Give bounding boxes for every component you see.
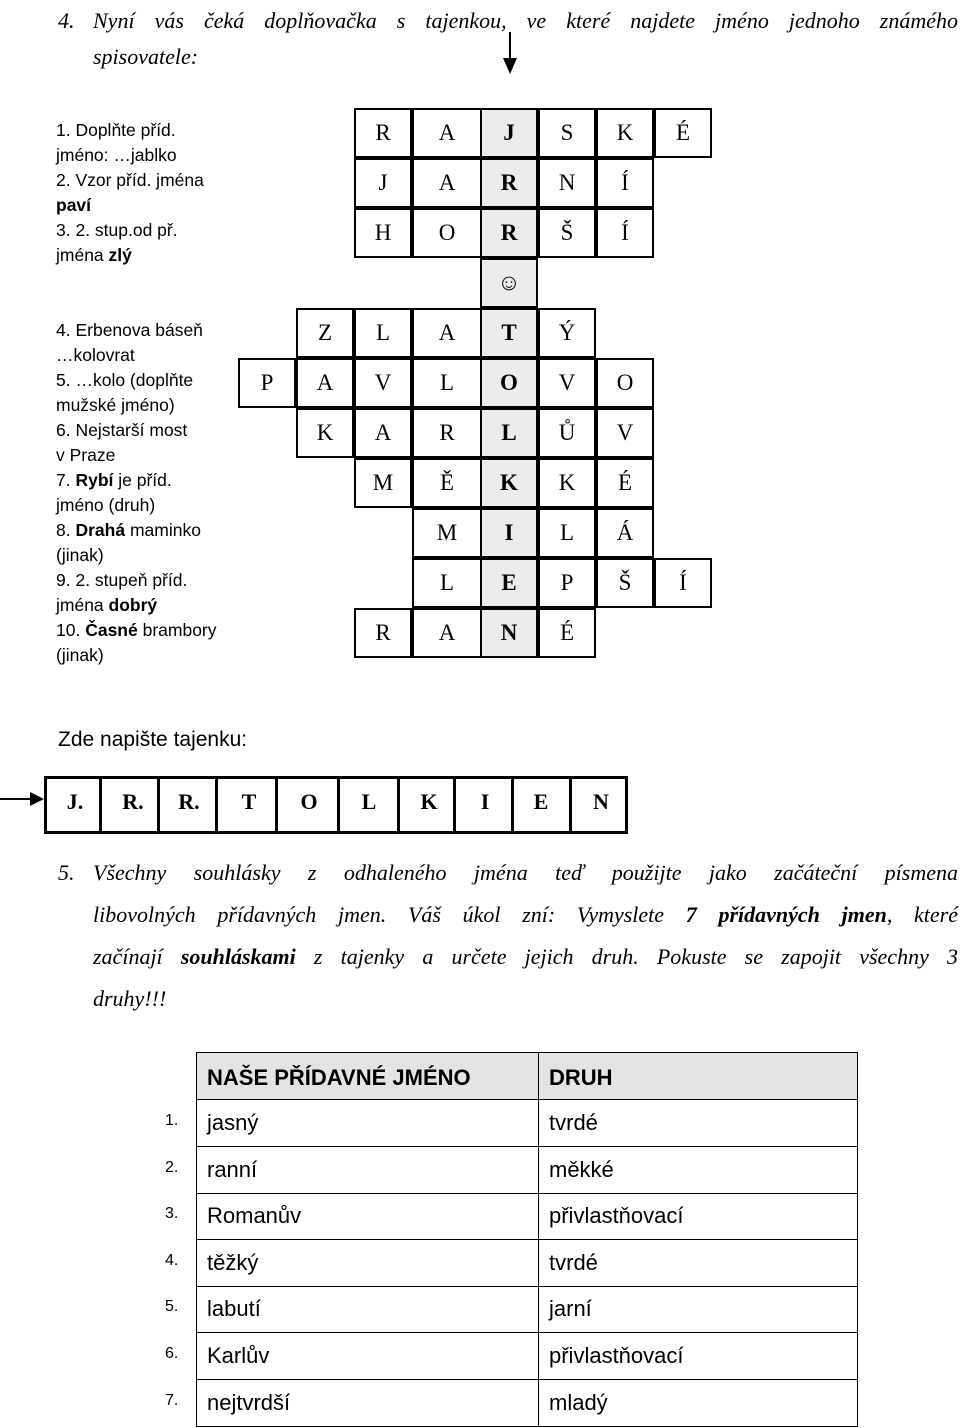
crossword-cell[interactable]: É — [538, 608, 596, 658]
task5-line: začínají souhláskami z tajenky a určete jejich druh. Pokuste se zapojit všechny 3 — [93, 944, 958, 969]
crossword-cell[interactable]: S — [538, 108, 596, 158]
crossword-cell[interactable]: N — [538, 158, 596, 208]
crossword-key-cell[interactable]: L — [480, 408, 538, 458]
task4-line2: spisovatele: — [93, 44, 199, 69]
row-number: 4. — [165, 1251, 179, 1269]
crossword-cell[interactable]: Í — [596, 208, 654, 258]
crossword-cell[interactable]: O — [412, 208, 482, 258]
crossword-key-cell[interactable]: E — [480, 558, 538, 608]
crossword-cell[interactable]: Ů — [538, 408, 596, 458]
crossword-key-cell[interactable]: O — [480, 358, 538, 408]
clue-9: 9. 2. stupeň příd. jména dobrý — [56, 570, 188, 615]
crossword-cell[interactable]: V — [354, 358, 412, 408]
table-row — [165, 1333, 858, 1380]
answer-divider — [511, 779, 514, 831]
crossword-cell[interactable]: M — [354, 458, 412, 508]
clue-3: 3. 2. stup.od př. jména zlý — [56, 220, 178, 265]
table-row — [165, 1100, 858, 1147]
crossword-key-cell[interactable]: T — [480, 308, 538, 358]
crossword-cell[interactable]: V — [538, 358, 596, 408]
right-arrow-icon — [0, 790, 44, 808]
crossword-cell[interactable]: K — [538, 458, 596, 508]
adjective-cell[interactable]: Karlův — [207, 1343, 270, 1368]
adjective-cell[interactable]: Romanův — [207, 1203, 302, 1229]
task4-number: 4. — [58, 8, 75, 33]
type-cell[interactable]: tvrdé — [549, 1249, 598, 1275]
clue-2: 2. Vzor příd. jména paví — [56, 170, 204, 215]
answer-letter: L — [361, 789, 377, 814]
answer-letter: J. — [66, 789, 84, 814]
clue-4: 4. Erbenova báseň …kolovrat — [56, 320, 203, 365]
adjective-cell[interactable]: těžký — [207, 1249, 259, 1275]
table-row — [165, 1147, 858, 1194]
answer-letter: T — [241, 789, 257, 814]
crossword-cell[interactable]: L — [354, 308, 412, 358]
crossword-cell[interactable]: Ě — [412, 458, 482, 508]
crossword-cell[interactable]: L — [538, 508, 596, 558]
table-row — [165, 1380, 858, 1427]
crossword-key-cell[interactable]: R — [480, 158, 538, 208]
crossword-cell[interactable]: K — [296, 408, 354, 458]
crossword-cell[interactable]: Ý — [538, 308, 596, 358]
row-number: 6. — [165, 1345, 179, 1362]
type-cell[interactable]: přivlastňovací — [549, 1203, 684, 1229]
answer-box[interactable] — [44, 776, 628, 834]
crossword-key-cell[interactable]: I — [480, 508, 538, 558]
crossword-key-cell[interactable]: N — [480, 608, 538, 658]
answer-divider — [397, 779, 400, 831]
answer-divider — [275, 779, 278, 831]
adjective-cell[interactable]: nejtvrdší — [207, 1389, 291, 1415]
crossword-cell[interactable]: Z — [296, 308, 354, 358]
crossword-cell[interactable]: O — [596, 358, 654, 408]
answer-letter: O — [300, 789, 318, 814]
type-cell[interactable]: tvrdé — [549, 1110, 598, 1135]
crossword-cell[interactable]: R — [354, 608, 412, 658]
crossword-cell[interactable]: P — [238, 358, 296, 408]
answer-divider — [99, 779, 102, 831]
header-type: DRUH — [549, 1065, 613, 1090]
type-cell[interactable]: přivlastňovací — [549, 1343, 684, 1368]
answer-divider — [157, 779, 160, 831]
clue-6: 6. Nejstarší most v Praze — [56, 420, 188, 465]
adjective-cell[interactable]: jasný — [207, 1110, 259, 1135]
crossword-cell[interactable]: Í — [654, 558, 712, 608]
crossword-cell[interactable]: Á — [596, 508, 654, 558]
row-number: 3. — [165, 1205, 179, 1223]
crossword-cell[interactable]: P — [538, 558, 596, 608]
crossword-cell[interactable]: R — [412, 408, 482, 458]
crossword-grid — [0, 0, 960, 700]
crossword-cell[interactable]: H — [354, 208, 412, 258]
clue-5: 5. …kolo (doplňte mužské jméno) — [56, 370, 194, 415]
task5-line: druhy!!! — [93, 986, 167, 1011]
type-cell[interactable]: mladý — [549, 1389, 608, 1415]
crossword-cell[interactable]: A — [412, 608, 482, 658]
row-number: 5. — [165, 1298, 179, 1316]
crossword-cell[interactable]: R — [354, 108, 412, 158]
task5-line: libovolných přídavných jmen. Váš úkol zní: Vymyslete 7 přídavných jmen, které — [93, 902, 958, 927]
answer-label: Zde napište tajenku: — [58, 728, 248, 751]
crossword-cell[interactable]: Í — [596, 158, 654, 208]
crossword-key-cell[interactable]: J — [480, 108, 538, 158]
row-number: 1. — [165, 1112, 179, 1129]
crossword-key-cell[interactable]: K — [480, 458, 538, 508]
crossword-cell[interactable]: A — [412, 108, 482, 158]
answer-divider — [569, 779, 572, 831]
answer-divider — [215, 779, 218, 831]
crossword-cell[interactable]: A — [412, 308, 482, 358]
smiley-icon: ☺ — [480, 258, 538, 308]
crossword-cell[interactable]: É — [596, 458, 654, 508]
crossword-cell[interactable]: A — [296, 358, 354, 408]
task5-number: 5. — [58, 860, 75, 885]
crossword-cell[interactable]: K — [596, 108, 654, 158]
answer-letter: R. — [122, 789, 144, 814]
answer-letter: K — [420, 789, 438, 814]
clue-1: 1. Doplňte příd. jméno: …jablko — [56, 120, 177, 165]
crossword-cell[interactable]: L — [412, 558, 482, 608]
row-number: 2. — [165, 1158, 179, 1176]
crossword-key-cell[interactable]: R — [480, 208, 538, 258]
answer-letter: R. — [178, 789, 200, 814]
table-header — [196, 1052, 858, 1100]
adjective-cell[interactable]: ranní — [207, 1156, 258, 1182]
crossword-cell[interactable]: M — [412, 508, 482, 558]
answer-letter: I — [480, 789, 490, 814]
task4-line1: Nyní vás čeká doplňovačka s tajenkou, ve které najdete jméno jednoho známého — [93, 8, 958, 33]
crossword-cell[interactable]: L — [412, 358, 482, 408]
table-row — [165, 1286, 858, 1333]
table-row — [165, 1240, 858, 1287]
task5-line: Všechny souhlásky z odhaleného jména teď použijte jako začáteční písmena — [93, 860, 958, 885]
crossword-cell[interactable]: A — [354, 408, 412, 458]
crossword-cell[interactable]: Š — [538, 208, 596, 258]
answer-divider — [453, 779, 456, 831]
crossword-cell[interactable]: Š — [596, 558, 654, 608]
answer-letter: E — [533, 789, 549, 814]
answer-letter: N — [593, 789, 609, 814]
clue-7: 7. Rybí je příd. jméno (druh) — [56, 470, 172, 515]
type-cell[interactable]: jarní — [549, 1296, 592, 1322]
crossword-cell[interactable]: É — [654, 108, 712, 158]
crossword-cell[interactable]: A — [412, 158, 482, 208]
crossword-cell[interactable]: J — [354, 158, 412, 208]
crossword-cell[interactable]: V — [596, 408, 654, 458]
answer-divider — [337, 779, 340, 831]
row-number: 7. — [165, 1391, 179, 1409]
header-word: NAŠE PŘÍDAVNÉ JMÉNO — [207, 1065, 471, 1090]
clue-10: 10. Časné brambory (jinak) — [56, 620, 217, 665]
clue-8: 8. Drahá maminko (jinak) — [56, 520, 201, 565]
type-cell[interactable]: měkké — [549, 1156, 614, 1182]
table-row — [165, 1193, 858, 1240]
adjective-cell[interactable]: labutí — [207, 1296, 261, 1322]
